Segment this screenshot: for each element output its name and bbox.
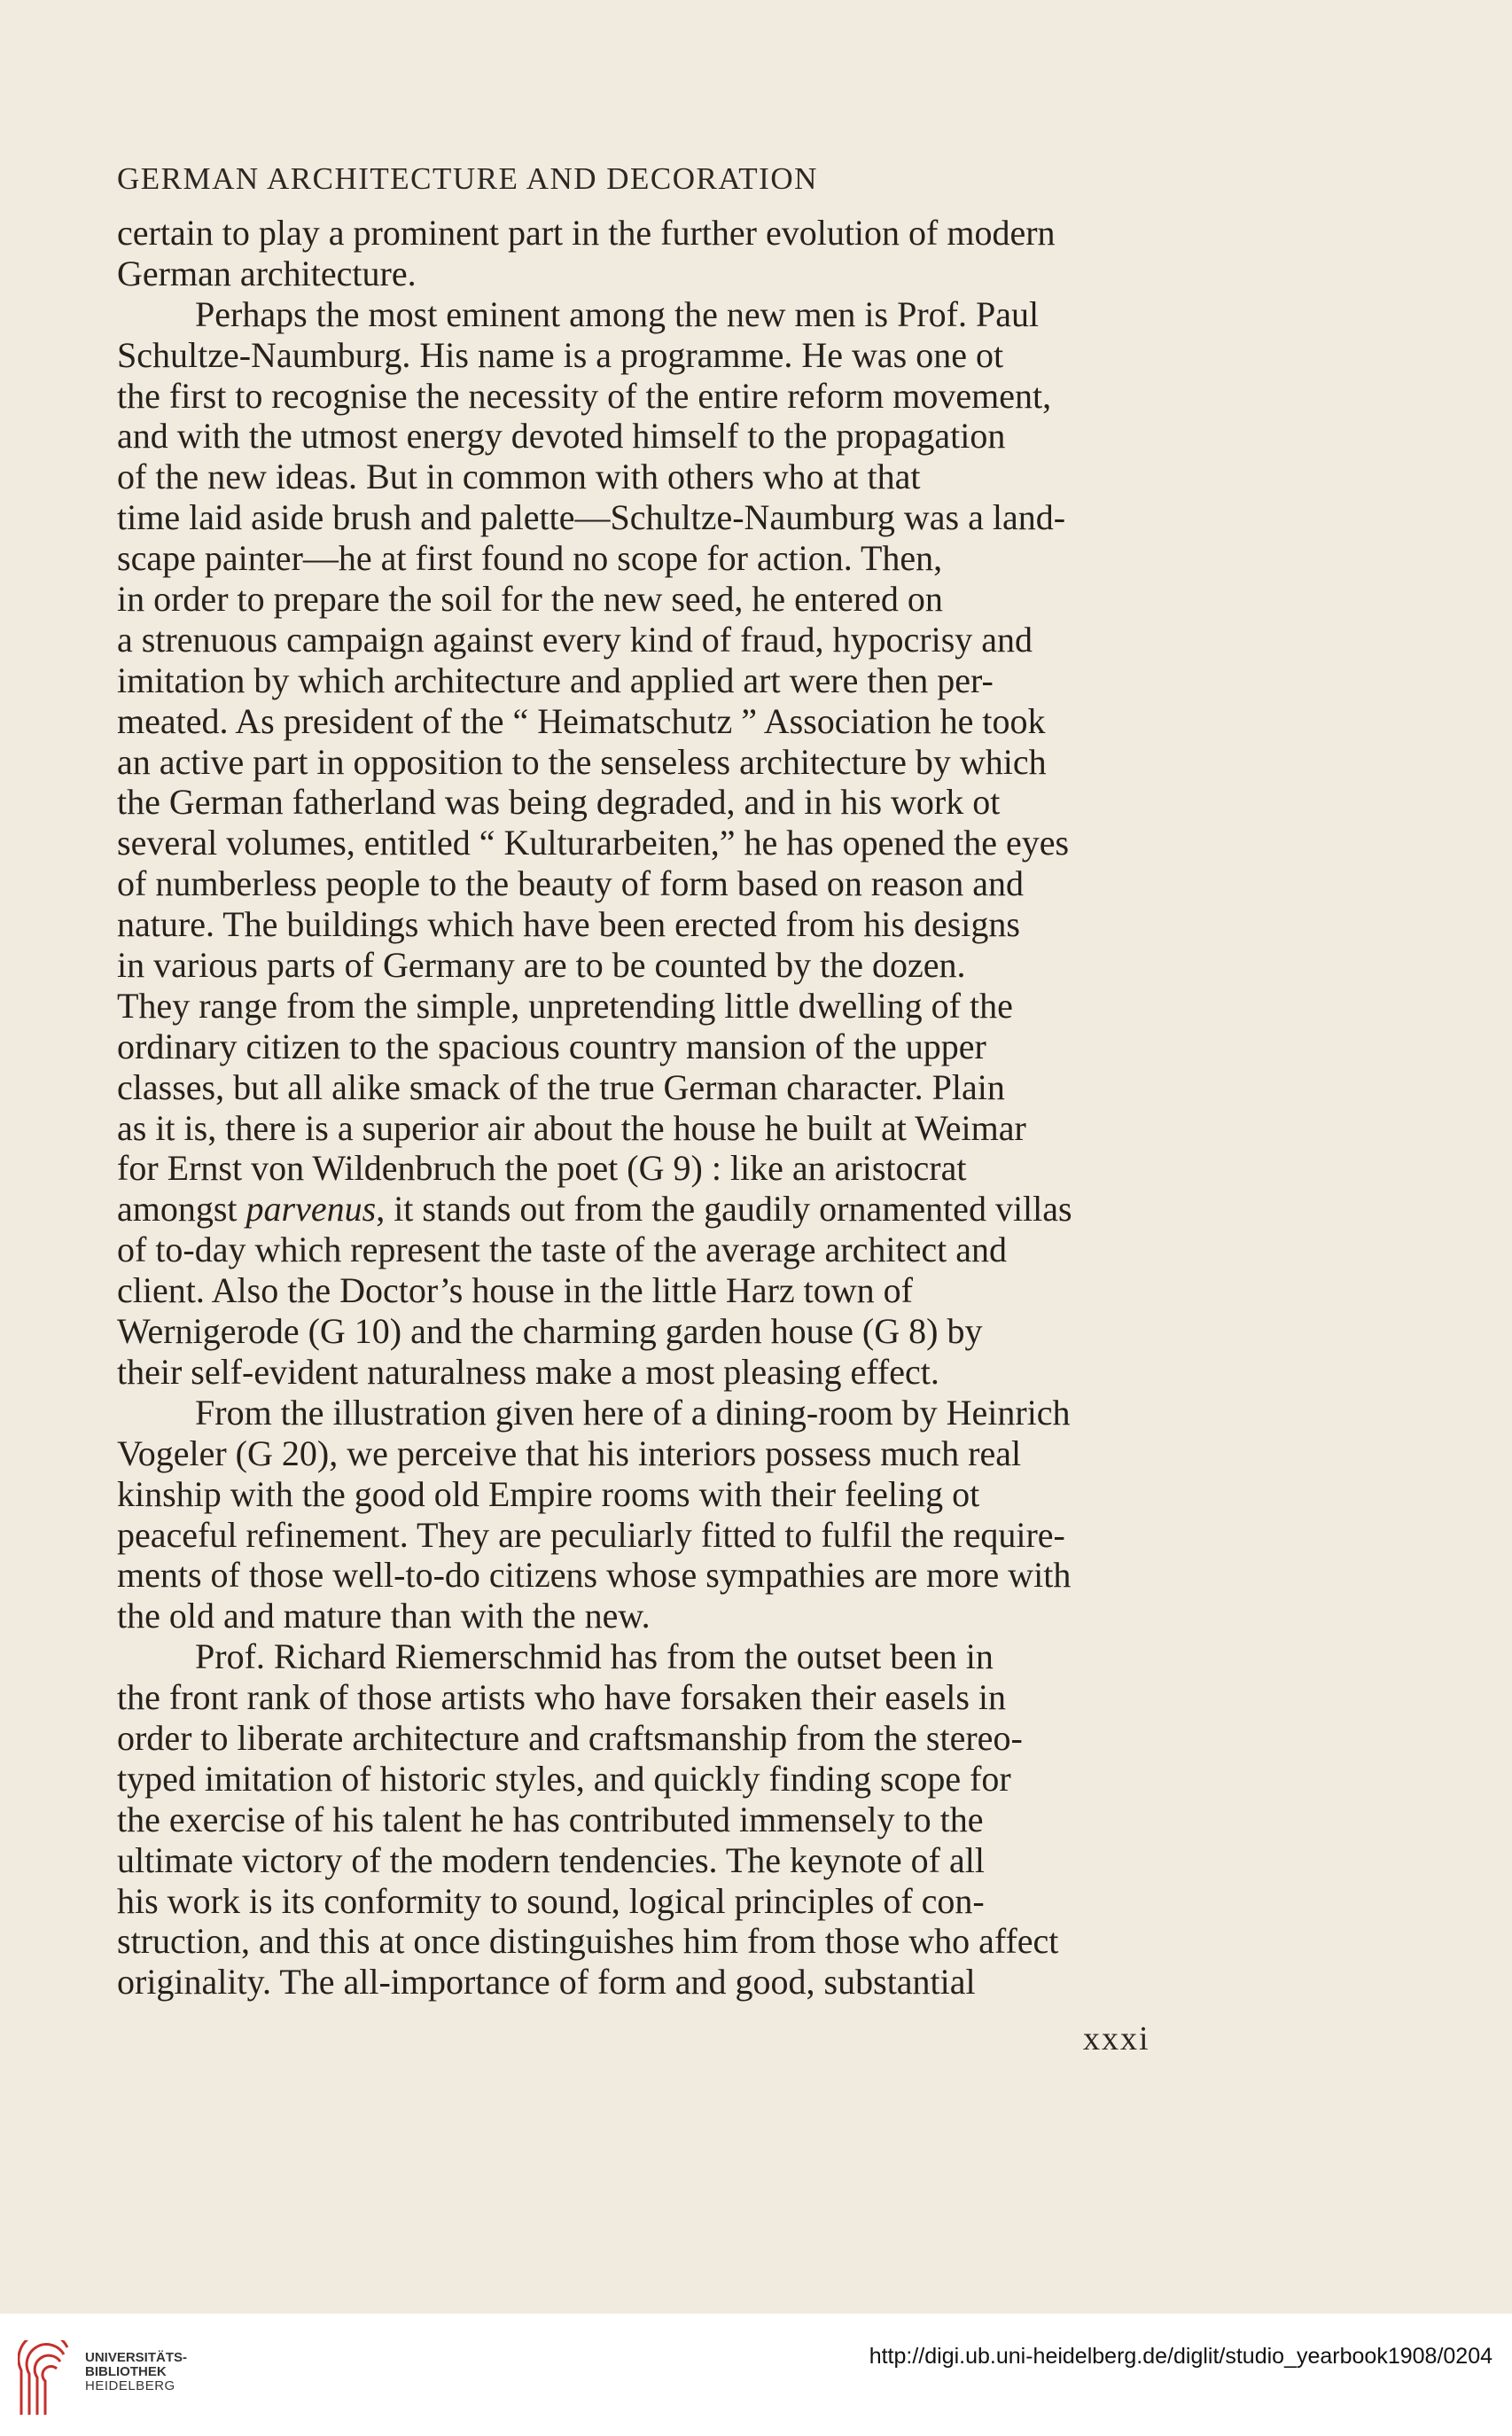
library-logo-icon	[18, 2340, 76, 2421]
text-line: They range from the simple, unpretending little dwelling of the	[117, 985, 1013, 1026]
text-line: From the illustration given here of a dining-room by Heinrich	[195, 1392, 1071, 1433]
text-line: certain to play a prominent part in the further evolution of modern	[117, 213, 1056, 253]
library-name-line: HEIDELBERG	[85, 2378, 175, 2393]
text-line: struction, and this at once distinguishes him from those who affect	[117, 1921, 1059, 1962]
text-line: ordinary citizen to the spacious country mansion of the upper	[117, 1026, 986, 1066]
text-line: client. Also the Doctor’s house in the little Harz town of	[117, 1270, 913, 1311]
text-line: scape painter—he at first found no scope for action. Then,	[117, 538, 943, 579]
text-line: Schultze-Naumburg. His name is a programme. He was one ot	[117, 334, 1004, 375]
library-name-line: BIBLIOTHEK	[85, 2364, 167, 2379]
text-line: an active part in opposition to the senseless architecture by which	[117, 741, 1047, 782]
text-line: the old and mature than with the new.	[117, 1596, 651, 1636]
text-segment: , it stands out from the gaudily ornamented villas	[376, 1189, 1072, 1230]
text-line-with-italic	[117, 1189, 1253, 1230]
text-line: Vogeler (G 20), we perceive that his interiors possess much real	[117, 1433, 1022, 1473]
source-url-link[interactable]: http://digi.ub.uni-heidelberg.de/diglit/studio_yearbook1908/0204	[869, 2344, 1493, 2369]
text-line: peaceful refinement. They are peculiarly fitted to fulfil the require-	[117, 1514, 1065, 1555]
text-line: order to liberate architecture and craftsmanship from the stereo-	[117, 1717, 1023, 1758]
text-line: Prof. Richard Riemerschmid has from the outset been in	[195, 1636, 994, 1677]
text-line: the exercise of his talent he has contributed immensely to the	[117, 1799, 984, 1839]
text-line: originality. The all-importance of form and good, substantial	[117, 1962, 976, 2003]
text-line: of to-day which represent the taste of the average architect and	[117, 1230, 1007, 1270]
text-line: his work is its conformity to sound, logical principles of con-	[117, 1880, 985, 1921]
text-line: kinship with the good old Empire rooms with their feeling ot	[117, 1473, 980, 1514]
text-line: classes, but all alike smack of the true German character. Plain	[117, 1066, 1005, 1107]
text-line: meated. As president of the “ Heimatschutz ” Association he took	[117, 700, 1046, 741]
text-line: nature. The buildings which have been erected from his designs	[117, 904, 1020, 945]
text-line: German architecture.	[117, 253, 417, 293]
text-line: several volumes, entitled “ Kulturarbeiten,” he has opened the eyes	[117, 823, 1070, 863]
text-line: in various parts of Germany are to be counted by the dozen.	[117, 945, 966, 986]
italic-word: parvenus	[246, 1189, 377, 1230]
text-line: the front rank of those artists who have forsaken their easels in	[117, 1677, 1007, 1718]
text-line: of numberless people to the beauty of form based on reason and	[117, 863, 1025, 904]
text-line: Wernigerode (G 10) and the charming garden house (G 8) by	[117, 1311, 983, 1352]
text-line: imitation by which architecture and applied art were then per-	[117, 660, 994, 700]
text-line: ments of those well-to-do citizens whose sympathies are more with	[117, 1555, 1072, 1596]
library-name-line: UNIVERSITÄTS-	[85, 2350, 188, 2365]
text-line: the German fatherland was being degraded, and in his work ot	[117, 782, 1001, 823]
text-line: typed imitation of historic styles, and quickly finding scope for	[117, 1758, 1011, 1799]
digitization-footer	[0, 2314, 1512, 2436]
text-line: for Ernst von Wildenbruch the poet (G 9) : like an aristocrat	[117, 1148, 967, 1189]
text-segment: amongst	[117, 1189, 238, 1230]
text-line: and with the utmost energy devoted himself to the propagation	[117, 416, 1006, 457]
text-line: of the new ideas. But in common with others who at that	[117, 457, 921, 497]
text-line: Perhaps the most eminent among the new men is Prof. Paul	[195, 293, 1040, 334]
text-line: in order to prepare the soil for the new seed, he entered on	[117, 579, 943, 620]
page-number: xxxi	[1083, 2020, 1150, 2057]
library-name	[85, 2351, 187, 2393]
text-line: a strenuous campaign against every kind of fraud, hypocrisy and	[117, 619, 1033, 660]
text-line: the first to recognise the necessity of the entire reform movement,	[117, 375, 1052, 416]
text-line: as it is, there is a superior air about the house he built at Weimar	[117, 1107, 1026, 1148]
text-line: time laid aside brush and palette—Schultze-Naumburg was a land-	[117, 497, 1066, 538]
text-line: their self-evident naturalness make a most pleasing effect.	[117, 1351, 939, 1392]
running-head: GERMAN ARCHITECTURE AND DECORATION	[117, 161, 818, 196]
body-text	[117, 213, 1253, 2003]
text-line: ultimate victory of the modern tendencies. The keynote of all	[117, 1839, 985, 1880]
